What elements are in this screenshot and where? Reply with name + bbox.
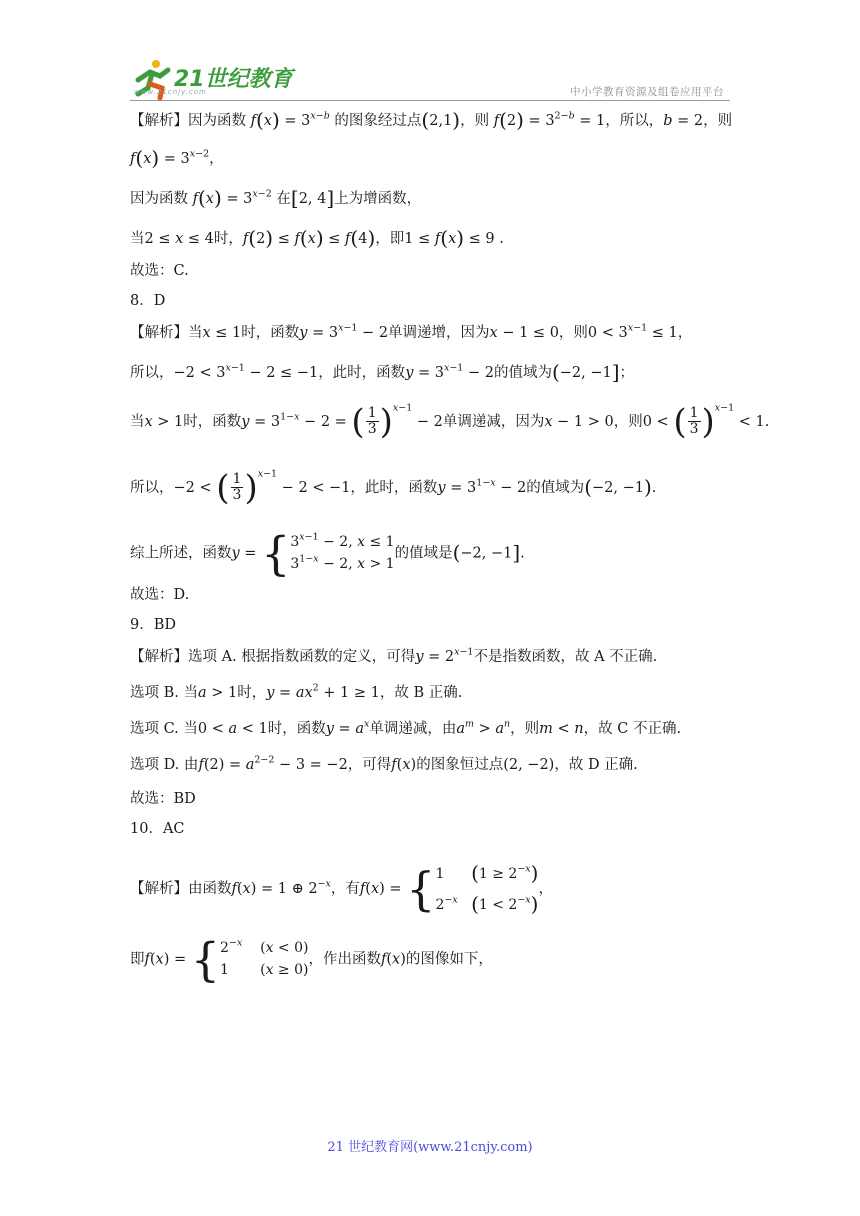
text-line: 【解析】选项 A. 根据指数函数的定义，可得$y = 2^{x-1}$不是指数函数，故 A 不正确. — [130, 646, 658, 665]
question-number: 10．AC — [130, 821, 185, 837]
text-line: 【解析】当x ≤ 1时，函数$y = 3^{x-1} - 2$单调递增，因为x − 1 ≤ 0，则$0 < 3^{x-1} \le 1$， — [130, 322, 693, 341]
text-line: 选项 D. 由$f(2) = a^{2-2} - 3 = -2$，可得f(x)的图象恒过点(2, −2)，故 D 正确. — [130, 754, 638, 773]
text-line: 当2 ≤ x ≤ 4时，f(2) ≤ f(x) ≤ f(4)，即1 ≤ f(x) ≤ 9 . — [130, 226, 504, 250]
header-tagline: 中小学教育资源及组卷应用平台 — [570, 86, 724, 98]
text-line: 选项 C. 当0 < a < 1时，函数$y = a^x$单调递减，由$a^m > a^n$，则m < n，故 C 不正确. — [130, 718, 682, 737]
question-number: 8．D — [130, 293, 166, 309]
text-line: 即f(x) = { $2^{-x}$ (x < 0) 1 (x ≥ 0) ，作出函数f(x)的图像如下， — [130, 932, 493, 987]
text-line: 【解析】因为函数 $f(x) = 3^{x-b}$ 的图象经过点(2,1)，则 $f(2) = 3^{2-b} = 1$，所以，b = 2，则 — [130, 108, 733, 132]
text-line: 【解析】由函数f(x) = 1 ⊕ $2^{-x}$，有f(x) = { 1 $(1 \ge 2^{-x})$ $2^{-x}$ $(1 < 2^{-x})$ ， — [130, 861, 553, 916]
text-line: 所以，$-2 < 3^{x-1} - 2 \le -1$，此时，函数$y = 3^{x-1} - 2$的值域为(−2, −1]； — [130, 360, 635, 384]
text-line: 故选：BD — [130, 791, 196, 807]
text-line: 当x > 1时，函数$y = 3^{1-x} - 2$ = ( $\frac{1}{3}$ )$^{x-1}$ − 2单调递减，因为x − 1 > 0，则0 < ( $\frac{1}{3}$ )$^{x-1}$ < 1. — [130, 401, 770, 442]
logo-url: www.21cnjy.com — [134, 88, 207, 96]
text-line: 选项 B. 当a > 1时，$y = ax^2 + 1 \ge 1$，故 B 正确. — [130, 682, 463, 701]
header-divider — [130, 100, 730, 101]
question-number: 9．BD — [130, 617, 177, 633]
text-line: 因为函数 $f(x) = 3^{x-2}$ 在[2, 4]上为增函数， — [130, 186, 422, 210]
text-line: 综上所述，函数y = { $3^{x-1} - 2$, x ≤ 1 $3^{1-x} - 2$, x > 1 的值域是(−2, −1]. — [130, 526, 525, 581]
text-line: 故选：C. — [130, 263, 189, 279]
text-line: 故选：D. — [130, 587, 190, 603]
text-line: 所以，−2 < ( $\frac{1}{3}$ )$^{x-1}$ − 2 < −1，此时，函数$y = 3^{1-x} - 2$的值域为(−2, −1). — [130, 467, 657, 508]
page-footer: 21 世纪教育网(www.21cnjy.com) — [327, 1140, 533, 1155]
page-header — [0, 0, 860, 100]
logo-text: 21世纪教育 — [174, 67, 293, 92]
text-line: $f(x) = 3^{x-2}$， — [130, 146, 224, 170]
